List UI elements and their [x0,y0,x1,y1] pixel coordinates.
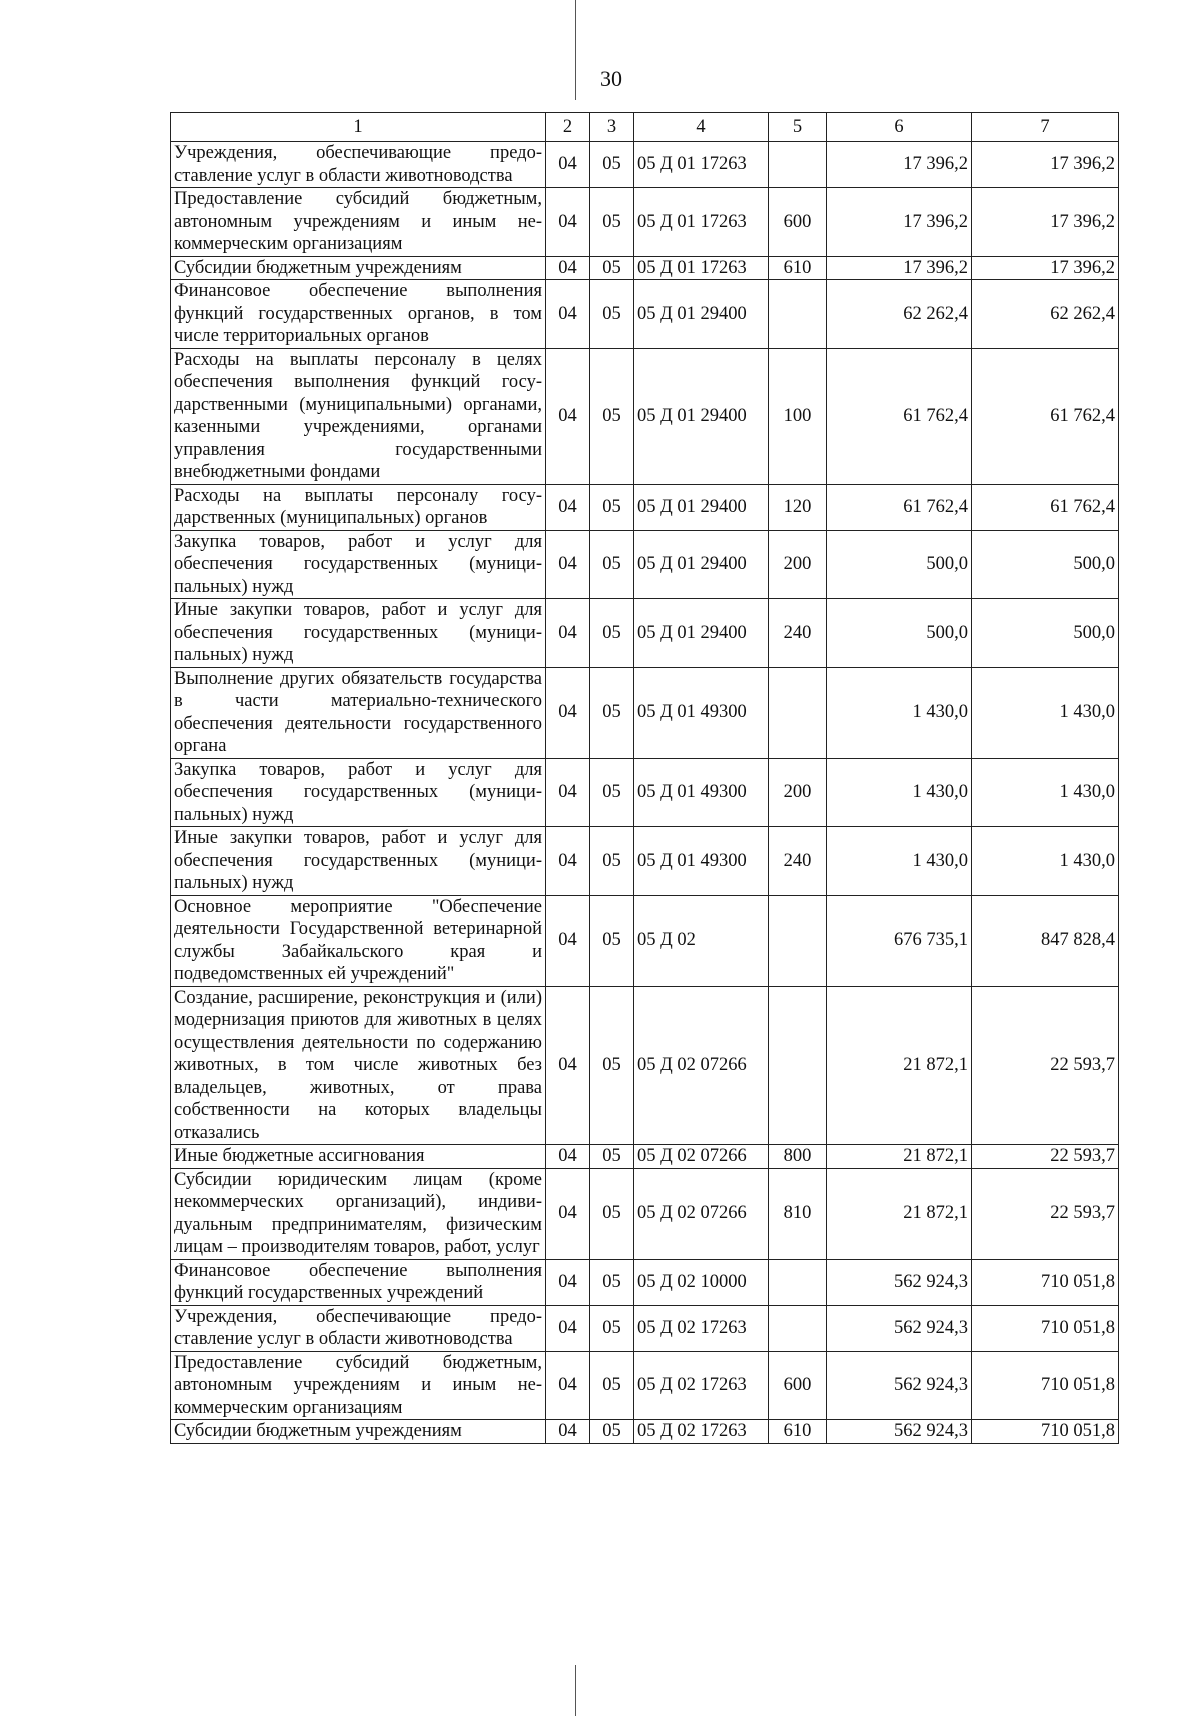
row-amount-year-2: 1 430,0 [972,667,1119,758]
row-target-article: 05 Д 01 17263 [634,256,769,280]
row-name: Учреждения, обеспечивающие предоставление услуг в области животноводства [171,142,546,188]
table-row [171,530,1119,599]
row-section: 04 [546,1351,590,1420]
row-amount-year-2: 22 593,7 [972,986,1119,1145]
row-amount-year-1: 62 262,4 [827,280,972,349]
scan-fold-line-bottom [575,1665,576,1716]
row-amount-year-1: 500,0 [827,599,972,668]
table-row [171,188,1119,257]
row-name: Иные закупки товаров, работ и услуг для обеспечения государственных (муниципальных) нужд [171,827,546,896]
row-name: Иные закупки товаров, работ и услуг для обеспечения государственных (муниципальных) нужд [171,599,546,668]
row-amount-year-2: 22 593,7 [972,1145,1119,1169]
row-expense-type: 240 [769,599,827,668]
row-target-article: 05 Д 02 17263 [634,1420,769,1444]
header-col-1: 1 [171,113,546,142]
row-target-article: 05 Д 01 17263 [634,142,769,188]
row-section: 04 [546,280,590,349]
row-section: 04 [546,1420,590,1444]
row-expense-type: 810 [769,1168,827,1259]
row-amount-year-1: 17 396,2 [827,142,972,188]
table-row [171,1420,1119,1444]
row-amount-year-1: 61 762,4 [827,348,972,484]
row-name: Закупка товаров, работ и услуг для обеспечения государственных (муниципальных) нужд [171,530,546,599]
row-section: 04 [546,667,590,758]
row-section: 04 [546,1168,590,1259]
row-subsection: 05 [590,758,634,827]
row-expense-type: 120 [769,484,827,530]
scan-fold-line-top [575,0,576,100]
table-row [171,667,1119,758]
row-expense-type [769,895,827,986]
row-name: Учреждения, обеспечивающие предоставление услуг в области животноводства [171,1305,546,1351]
table-row [171,599,1119,668]
row-expense-type: 610 [769,256,827,280]
row-expense-type: 100 [769,348,827,484]
row-target-article: 05 Д 01 29400 [634,484,769,530]
row-subsection: 05 [590,895,634,986]
header-col-5: 5 [769,113,827,142]
header-col-3: 3 [590,113,634,142]
table-body [171,142,1119,1444]
row-target-article: 05 Д 02 07266 [634,1145,769,1169]
row-section: 04 [546,1305,590,1351]
row-expense-type: 800 [769,1145,827,1169]
table-row [171,827,1119,896]
row-name: Выполнение других обязательств государства в части материально-технического обеспечения деятельности государственного органа [171,667,546,758]
row-amount-year-1: 562 924,3 [827,1305,972,1351]
row-section: 04 [546,484,590,530]
row-section: 04 [546,142,590,188]
row-name: Основное мероприятие "Обеспечение деятельности Государственной ветеринарной службы Забайкальского края и подведомственных ей учреждений" [171,895,546,986]
row-amount-year-2: 17 396,2 [972,188,1119,257]
row-name: Финансовое обеспечение выполнения функций государственных учреждений [171,1259,546,1305]
table-row [171,484,1119,530]
row-target-article: 05 Д 02 07266 [634,986,769,1145]
row-name: Расходы на выплаты персоналу в целях обеспечения выполнения функций государственными (муниципальными) органами, казенными учреждениями, органами управления государственными внебюджетными фондами [171,348,546,484]
row-section: 04 [546,895,590,986]
row-subsection: 05 [590,1351,634,1420]
row-amount-year-2: 1 430,0 [972,758,1119,827]
table-row [171,1259,1119,1305]
row-subsection: 05 [590,280,634,349]
row-amount-year-1: 500,0 [827,530,972,599]
row-section: 04 [546,530,590,599]
table-header-row [171,113,1119,142]
table-row [171,1145,1119,1169]
row-expense-type [769,986,827,1145]
row-name: Расходы на выплаты персоналу государственных (муниципальных) органов [171,484,546,530]
row-amount-year-2: 17 396,2 [972,142,1119,188]
row-section: 04 [546,827,590,896]
row-subsection: 05 [590,188,634,257]
row-section: 04 [546,1145,590,1169]
row-target-article: 05 Д 02 17263 [634,1351,769,1420]
row-section: 04 [546,188,590,257]
row-subsection: 05 [590,667,634,758]
row-section: 04 [546,1259,590,1305]
header-col-2: 2 [546,113,590,142]
row-expense-type [769,1259,827,1305]
row-target-article: 05 Д 02 10000 [634,1259,769,1305]
row-amount-year-1: 61 762,4 [827,484,972,530]
row-target-article: 05 Д 02 07266 [634,1168,769,1259]
row-amount-year-1: 676 735,1 [827,895,972,986]
row-amount-year-1: 21 872,1 [827,1168,972,1259]
row-amount-year-2: 61 762,4 [972,348,1119,484]
row-name: Субсидии бюджетным учреждениям [171,256,546,280]
row-target-article: 05 Д 01 29400 [634,599,769,668]
row-amount-year-1: 562 924,3 [827,1351,972,1420]
row-expense-type: 200 [769,758,827,827]
row-amount-year-1: 17 396,2 [827,188,972,257]
row-subsection: 05 [590,599,634,668]
row-expense-type: 200 [769,530,827,599]
row-subsection: 05 [590,1145,634,1169]
row-amount-year-1: 17 396,2 [827,256,972,280]
table-row [171,895,1119,986]
budget-table [170,112,1119,1444]
row-expense-type: 240 [769,827,827,896]
row-amount-year-1: 562 924,3 [827,1420,972,1444]
row-amount-year-2: 1 430,0 [972,827,1119,896]
row-subsection: 05 [590,256,634,280]
row-expense-type: 610 [769,1420,827,1444]
row-amount-year-2: 61 762,4 [972,484,1119,530]
row-amount-year-2: 847 828,4 [972,895,1119,986]
row-subsection: 05 [590,530,634,599]
table-row [171,1305,1119,1351]
row-expense-type [769,280,827,349]
header-col-6: 6 [827,113,972,142]
row-section: 04 [546,599,590,668]
row-amount-year-1: 1 430,0 [827,758,972,827]
row-section: 04 [546,986,590,1145]
row-target-article: 05 Д 01 29400 [634,530,769,599]
row-target-article: 05 Д 02 17263 [634,1305,769,1351]
row-amount-year-1: 21 872,1 [827,986,972,1145]
row-amount-year-1: 1 430,0 [827,667,972,758]
header-col-7: 7 [972,113,1119,142]
row-subsection: 05 [590,1420,634,1444]
row-amount-year-1: 21 872,1 [827,1145,972,1169]
row-name: Предоставление субсидий бюджетным, автономным учреждениям и иным некоммерческим организациям [171,1351,546,1420]
row-amount-year-2: 710 051,8 [972,1420,1119,1444]
row-subsection: 05 [590,142,634,188]
row-section: 04 [546,758,590,827]
row-expense-type [769,667,827,758]
table-row [171,1351,1119,1420]
row-subsection: 05 [590,986,634,1145]
row-name: Закупка товаров, работ и услуг для обеспечения государственных (муниципальных) нужд [171,758,546,827]
row-amount-year-2: 710 051,8 [972,1351,1119,1420]
row-name: Субсидии юридическим лицам (кроме некоммерческих организаций), индивидуальным предпринимателям, физическим лицам – производителям товаров, работ, услуг [171,1168,546,1259]
row-amount-year-1: 1 430,0 [827,827,972,896]
row-amount-year-1: 562 924,3 [827,1259,972,1305]
table-row [171,1168,1119,1259]
row-target-article: 05 Д 01 49300 [634,667,769,758]
row-target-article: 05 Д 01 29400 [634,280,769,349]
row-subsection: 05 [590,827,634,896]
row-amount-year-2: 62 262,4 [972,280,1119,349]
table-row [171,348,1119,484]
row-subsection: 05 [590,484,634,530]
row-target-article: 05 Д 01 17263 [634,188,769,257]
table-row [171,758,1119,827]
row-target-article: 05 Д 02 [634,895,769,986]
row-name: Иные бюджетные ассигнования [171,1145,546,1169]
row-target-article: 05 Д 01 29400 [634,348,769,484]
header-col-4: 4 [634,113,769,142]
row-section: 04 [546,256,590,280]
row-amount-year-2: 710 051,8 [972,1259,1119,1305]
row-target-article: 05 Д 01 49300 [634,827,769,896]
row-expense-type [769,1305,827,1351]
table-row [171,986,1119,1145]
table-row [171,256,1119,280]
row-amount-year-2: 22 593,7 [972,1168,1119,1259]
row-expense-type [769,142,827,188]
page-number: 30 [600,66,622,91]
row-amount-year-2: 17 396,2 [972,256,1119,280]
table-row [171,142,1119,188]
row-name: Предоставление субсидий бюджетным, автономным учреждениям и иным некоммерческим организациям [171,188,546,257]
row-subsection: 05 [590,1305,634,1351]
row-amount-year-2: 500,0 [972,530,1119,599]
table-row [171,280,1119,349]
row-section: 04 [546,348,590,484]
row-subsection: 05 [590,1168,634,1259]
row-name: Создание, расширение, реконструкция и (или) модернизация приютов для животных в целях осуществления деятельности по содержанию животных, в том числе животных без владельцев, животных, от права собственности на которых владельцы отказались [171,986,546,1145]
row-subsection: 05 [590,348,634,484]
row-expense-type: 600 [769,1351,827,1420]
row-expense-type: 600 [769,188,827,257]
row-name: Субсидии бюджетным учреждениям [171,1420,546,1444]
row-target-article: 05 Д 01 49300 [634,758,769,827]
row-subsection: 05 [590,1259,634,1305]
row-amount-year-2: 500,0 [972,599,1119,668]
row-name: Финансовое обеспечение выполнения функций государственных органов, в том числе территориальных органов [171,280,546,349]
row-amount-year-2: 710 051,8 [972,1305,1119,1351]
